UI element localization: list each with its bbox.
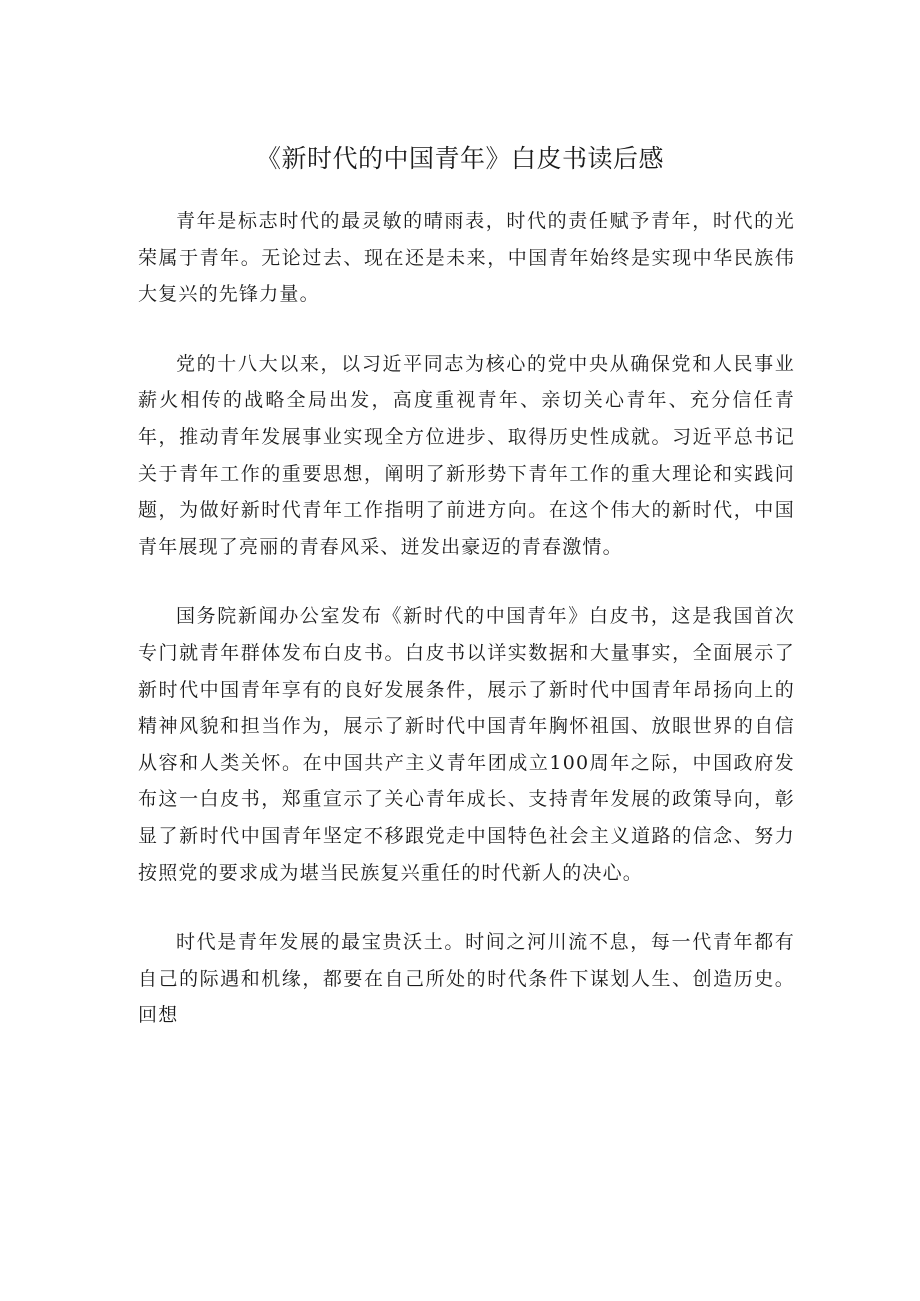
- paragraph-2: 党的十八大以来，以习近平同志为核心的党中央从确保党和人民事业薪火相传的战略全局出发，高度重视青年、亲切关心青年、充分信任青年，推动青年发展事业实现全方位进步、取得历史性成就。习近平总书记关于青年工作的重要思想，阐明了新形势下青年工作的重大理论和实践问题，为做好新时代青年工作指明了前进方向。在这个伟大的新时代，中国青年展现了亮丽的青春风采、迸发出豪迈的青春激情。: [138, 352, 795, 558]
- paragraph-3: 国务院新闻办公室发布《新时代的中国青年》白皮书，这是我国首次专门就青年群体发布白皮书。白皮书以详实数据和大量事实，全面展示了新时代中国青年享有的良好发展条件，展示了新时代中国青年昂扬向上的精神风貌和担当作为，展示了新时代中国青年胸怀祖国、放眼世界的自信从容和人类关怀。在中国共产主义青年团成立100周年之际，中国政府发布这一白皮书，郑重宣示了关心青年成长、支持青年发展的政策导向，彰显了新时代中国青年坚定不移跟党走中国特色社会主义道路的信念、努力按照党的要求成为堪当民族复兴重任的时代新人的决心。: [138, 605, 795, 884]
- document-body: [138, 203, 795, 1067]
- document-title: 《新时代的中国青年》白皮书读后感: [255, 144, 664, 173]
- paragraph-4: 时代是青年发展的最宝贵沃土。时间之河川流不息，每一代青年都有自己的际遇和机缘，都要在自己所处的时代条件下谋划人生、创造历史。回想: [138, 931, 795, 1027]
- paragraph-1: 青年是标志时代的最灵敏的晴雨表，时代的责任赋予青年，时代的光荣属于青年。无论过去、现在还是未来，中国青年始终是实现中华民族伟大复兴的先锋力量。: [138, 210, 795, 306]
